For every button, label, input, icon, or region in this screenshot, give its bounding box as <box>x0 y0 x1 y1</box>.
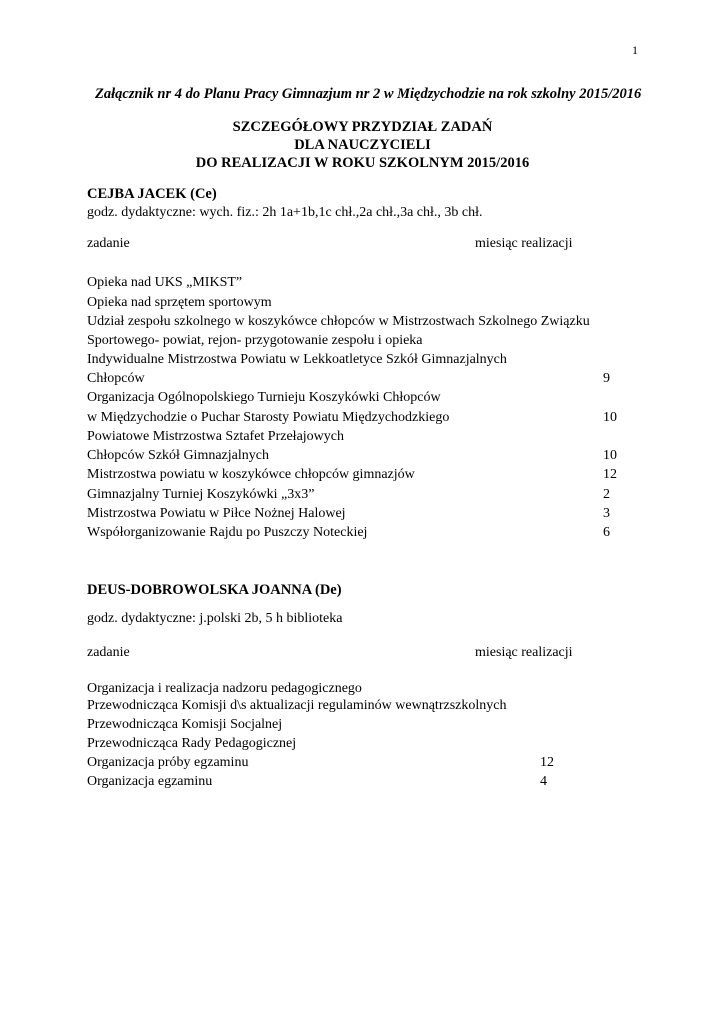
task-month: 10 <box>603 410 617 425</box>
task-item: Organizacja próby egzaminu <box>87 755 249 770</box>
task-item: Organizacja egzaminu <box>87 774 213 789</box>
task-item: Mistrzostwa Powiatu w Piłce Nożnej Halowej <box>87 506 346 521</box>
task-item: w Międzychodzie o Puchar Starosty Powiatu Międzychodzkiego <box>87 410 450 425</box>
teacher-hours: godz. dydaktyczne: wych. fiz.: 2h 1a+1b,1c chł.,2a chł.,3a chł., 3b chł. <box>87 205 483 220</box>
task-item: Opieka nad sprzętem sportowym <box>87 295 272 310</box>
teacher-name: DEUS-DOBROWOLSKA JOANNA (De) <box>87 582 342 598</box>
task-month: 4 <box>540 774 547 789</box>
task-item: Organizacja i realizacja nadzoru pedagogicznego <box>87 681 362 696</box>
task-month: 12 <box>603 467 617 482</box>
page-number: 1 <box>632 43 638 57</box>
task-item: Chłopców Szkół Gimnazjalnych <box>87 448 269 463</box>
task-item: Sportowego- powiat, rejon- przygotowanie zespołu i opieka <box>87 333 423 348</box>
task-month: 9 <box>603 371 610 386</box>
task-month: 12 <box>540 755 554 770</box>
task-month: 6 <box>603 525 610 540</box>
heading-line-2: DLA NAUCZYCIELI <box>294 137 431 153</box>
column-header-task: zadanie <box>87 236 130 251</box>
task-month: 3 <box>603 506 610 521</box>
task-item: Przewodnicząca Komisji Socjalnej <box>87 717 283 732</box>
heading-line-3: DO REALIZACJI W ROKU SZKOLNYM 2015/2016 <box>195 155 530 171</box>
task-item: Chłopców <box>87 371 145 386</box>
task-month: 10 <box>603 448 617 463</box>
task-item: Organizacja Ogólnopolskiego Turnieju Koszykówki Chłopców <box>87 390 441 405</box>
task-item: Powiatowe Mistrzostwa Sztafet Przełajowych <box>87 429 344 444</box>
task-item: Indywidualne Mistrzostwa Powiatu w Lekkoatletyce Szkół Gimnazjalnych <box>87 352 507 367</box>
teacher-hours: godz. dydaktyczne: j.polski 2b, 5 h biblioteka <box>87 611 343 626</box>
task-item: Przewodnicząca Komisji d\s aktualizacji regulaminów wewnątrzszkolnych <box>87 698 507 713</box>
column-header-month: miesiąc realizacji <box>475 236 573 251</box>
task-month: 2 <box>603 487 610 502</box>
column-header-task: zadanie <box>87 645 130 660</box>
task-item: Opieka nad UKS „MIKST” <box>87 275 243 290</box>
annex-title: Załącznik nr 4 do Planu Pracy Gimnazjum nr 2 w Międzychodzie na rok szkolny 2015/2016 <box>95 86 642 102</box>
task-item: Współorganizowanie Rajdu po Puszczy Noteckiej <box>87 525 368 540</box>
task-item: Przewodnicząca Rady Pedagogicznej <box>87 736 297 751</box>
column-header-month: miesiąc realizacji <box>475 645 573 660</box>
heading-line-1: SZCZEGÓŁOWY PRZYDZIAŁ ZADAŃ <box>232 119 493 135</box>
teacher-name: CEJBA JACEK (Ce) <box>87 186 217 202</box>
task-item: Gimnazjalny Turniej Koszykówki „3x3” <box>87 487 315 502</box>
task-item: Mistrzostwa powiatu w koszykówce chłopców gimnazjów <box>87 467 415 482</box>
task-item: Udział zespołu szkolnego w koszykówce chłopców w Mistrzostwach Szkolnego Związku <box>87 314 590 329</box>
